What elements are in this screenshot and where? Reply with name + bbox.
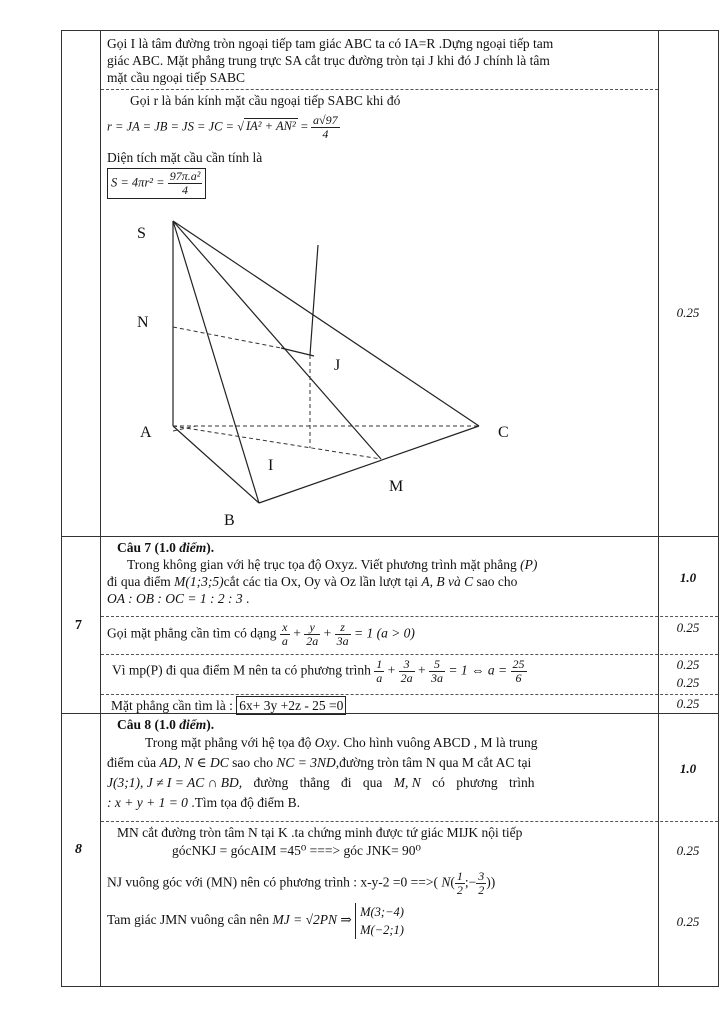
q8-body-3c: có phương trình	[420, 775, 535, 790]
q8-title-text: Câu 8 (1.0	[117, 717, 180, 732]
q8-title-em: điểm	[179, 717, 207, 732]
frac-den: 2	[456, 883, 463, 897]
row-separator	[101, 654, 718, 655]
q8-result-bracket	[355, 903, 404, 939]
q8-statement	[107, 716, 653, 813]
area-denominator: 4	[168, 183, 203, 197]
label-I: I	[268, 457, 274, 474]
question-number-7: 7	[75, 618, 82, 633]
q7-step-1: Gọi mặt phẳng cần tìm có dạng $\frac{x}{a}$ + $\frac{y}{2a}$ + $\frac{z}{3a}$ = 1 (a > 0)	[107, 620, 415, 648]
area-formula-box	[107, 168, 206, 199]
score-q8-step-1: 0.25	[676, 843, 700, 858]
q7-body-2m: M(1;3;5)	[174, 574, 224, 589]
q7-title-text: Câu 7 (1.0	[117, 540, 180, 555]
q8-sol-3mid: ;−	[464, 874, 477, 890]
q8-body-4b: .Tìm tọa độ điểm B.	[187, 795, 301, 810]
q7-step-1-text: Gọi mặt phẳng cần tìm có dạng	[107, 625, 280, 641]
q7-body-line-3	[107, 590, 653, 607]
q8-result-1: M(3;−4)	[360, 905, 404, 919]
frac-den: 2a	[400, 671, 413, 685]
q8-body-2c: ,đường tròn tâm N qua M cắt AC tại	[335, 755, 532, 770]
score-q7-step-2b: 0.25	[676, 675, 700, 690]
radius-fraction	[311, 114, 340, 141]
q8-body-2a: điểm của	[107, 755, 160, 770]
table-border-left	[61, 30, 62, 987]
area-fraction	[168, 170, 203, 197]
frac-num: 3	[403, 657, 410, 671]
label-C: C	[498, 424, 509, 441]
fraction-z-3a	[335, 621, 351, 648]
frac-den: a	[281, 634, 288, 648]
q7-title-end: ).	[206, 540, 215, 555]
score-q7-step-1: 0.25	[676, 620, 700, 635]
q7-body-line-2	[107, 573, 653, 590]
q8-title-end: ).	[206, 717, 215, 732]
score-q7-total: 1.0	[679, 570, 697, 585]
frac-num: y	[309, 620, 315, 634]
q8-body-2b: sao cho	[228, 755, 277, 770]
frac-num: 25	[512, 657, 525, 671]
label-S: S	[137, 225, 146, 242]
q8-body-line-2	[107, 753, 653, 773]
frac-num: 5	[434, 657, 441, 671]
label-A: A	[140, 424, 152, 441]
radius-eq: =	[297, 119, 312, 134]
q7-answer-box: 6x+ 3y +2z - 25 =0	[236, 696, 346, 715]
intro-line-2: giác ABC. Mặt phẳng trung trực SA cắt trục đường tròn tại J khi đó J chính là tâm	[107, 53, 550, 68]
intro-line-3: mặt cầu ngoại tiếp SABC	[107, 70, 245, 85]
area-statement: Diện tích mặt cầu cần tính là	[107, 150, 263, 165]
intro-line-1: Gọi I là tâm đường tròn ngoại tiếp tam giác ABC ta có IA=R .Dựng ngoại tiếp tam	[107, 36, 554, 51]
label-N: N	[137, 314, 149, 331]
q7-body-1-em: (P)	[520, 557, 538, 572]
frac-num: 1	[376, 657, 383, 671]
intro-paragraph	[107, 35, 653, 86]
table-border-bottom	[61, 986, 719, 987]
fraction-3-2a	[399, 658, 415, 685]
q8-result-2: M(−2;1)	[360, 923, 404, 937]
q8-solution-line-3: NJ vuông góc với (MN) nên có phương trình : x-y-2 =0 ==>( N( $\frac{1}{2}$ ;− $\frac{3}{2}$ ))	[107, 869, 496, 897]
q7-body-line-1	[107, 556, 653, 573]
area-numerator: 97π.a²	[169, 169, 201, 183]
frac-den: a	[376, 671, 383, 685]
q7-step-3-text: Mặt phẳng cần tìm là :	[111, 698, 237, 713]
row-separator	[101, 694, 718, 695]
q8-body-2m: AD, N ∈ DC	[159, 755, 229, 770]
edge-AB	[173, 426, 259, 503]
axis-line	[310, 245, 318, 355]
q8-body-1b: . Cho hình vuông ABCD , M là trung	[336, 735, 538, 750]
q8-body-1m: Oxy	[314, 735, 337, 750]
q7-body-1: Trong không gian với hệ trục tọa độ Oxyz. Viết phương trình mặt phẳng	[127, 557, 521, 572]
radius-formula-lhs: r = JA = JB = JS = JC =	[107, 119, 238, 134]
edge-SB	[173, 221, 259, 503]
q7-step-2-text: Vì mp(P) đi qua điểm M nên ta có phương trình	[112, 662, 375, 678]
q8-sol-3a: NJ vuông góc với (MN) nên có phương trình : x-y-2 =0 ==>(	[107, 874, 442, 890]
fraction-1-a	[374, 658, 384, 685]
q8-body-3m: M, N	[393, 775, 421, 790]
radius-numerator: a√97	[313, 113, 338, 127]
radius-sqrt: IA² + AN²	[246, 119, 296, 134]
q7-step-2-mid: = 1 ⇔ a =	[445, 662, 511, 678]
radius-formula	[107, 114, 340, 141]
q8-solution-line-2: gócNKJ = gócAIM =45⁰ ===> góc JNK= 90⁰	[172, 843, 421, 858]
q7-title	[107, 539, 653, 556]
row-separator	[101, 89, 658, 90]
q8-solution-line-1: MN cắt đường tròn tâm N tại K .ta chứng minh được tứ giác MIJK nội tiếp	[117, 825, 523, 840]
q7-statement	[107, 539, 653, 607]
frac-num: x	[282, 620, 288, 634]
q8-solution-line-4	[107, 903, 404, 939]
q8-body-line-3	[107, 773, 653, 793]
score-q8-step-2: 0.25	[676, 914, 700, 929]
score-q7-step-3: 0.25	[676, 696, 700, 711]
fraction-x-a	[280, 621, 290, 648]
table-border-top	[61, 30, 719, 31]
q8-body-line-1	[107, 733, 653, 753]
sqrt-sign: √	[237, 119, 244, 134]
q7-step-2: Vì mp(P) đi qua điểm M nên ta có phương trình $\frac{1}{a}$ + $\frac{3}{2a}$ + $\frac{5}{3a}$ = 1 ⇔ a = $\frac{25}{6}$	[112, 657, 525, 685]
q8-sol-4a: Tam giác JMN vuông cân nên	[107, 912, 273, 928]
frac-num: 3	[478, 869, 485, 883]
q7-title-em: điểm	[179, 540, 207, 555]
fraction-1-2	[455, 870, 465, 897]
q7-body-2a: đi qua điểm	[107, 574, 175, 589]
row-separator	[101, 821, 718, 822]
q7-body-2b: cắt các tia Ox, Oy và Oz lần lượt tại	[223, 574, 422, 589]
score-figure-step: 0.25	[676, 305, 700, 320]
segment-NJ	[173, 327, 281, 348]
q7-step-1-end: = 1 (a > 0)	[350, 625, 415, 641]
fraction-5-3a	[429, 658, 445, 685]
q8-title	[107, 716, 653, 733]
fraction-y-2a	[304, 621, 320, 648]
segment-NJ-solid	[281, 348, 314, 356]
question-number-8: 8	[75, 842, 82, 857]
frac-den: 2	[478, 883, 485, 897]
score-q7-step-2a: 0.25	[676, 657, 700, 672]
q8-body-1a: Trong mặt phẳng với hệ tọa độ	[145, 735, 315, 750]
radius-denominator: 4	[311, 127, 340, 141]
fraction-25-6	[511, 658, 527, 685]
radius-statement: Gọi r là bán kính mặt cầu ngoại tiếp SABC khi đó	[130, 93, 401, 108]
pyramid-figure	[101, 205, 658, 535]
q7-step-3	[111, 696, 346, 715]
label-B: B	[224, 512, 235, 529]
q8-sol-4m: MJ = √2PN ⇒	[272, 912, 352, 928]
fraction-3-2	[476, 870, 486, 897]
row-separator-q7	[61, 536, 719, 537]
area-formula	[107, 168, 206, 199]
q7-body-2d: sao cho	[473, 574, 518, 589]
q8-body-3b: đường thẳng đi qua	[242, 775, 394, 790]
frac-den: 3a	[336, 634, 349, 648]
q8-body-3a: J(3;1), J ≠ I = AC ∩ BD,	[107, 775, 243, 790]
q8-sol-3b: N	[441, 874, 451, 890]
frac-den: 6	[511, 671, 527, 685]
q7-body-2c: A, B và C	[421, 574, 474, 589]
frac-den: 3a	[431, 671, 444, 685]
area-formula-lhs: S = 4πr² =	[111, 175, 168, 190]
label-M: M	[389, 478, 404, 495]
q7-body-3-end: .	[242, 591, 250, 606]
score-q8-total: 1.0	[679, 761, 697, 776]
label-J: J	[334, 357, 341, 374]
q8-body-line-4	[107, 793, 653, 813]
frac-den: 2a	[306, 634, 319, 648]
frac-num: z	[340, 620, 345, 634]
q8-body-2m2: NC = 3ND	[276, 755, 336, 770]
q7-body-3: OA : OB : OC = 1 : 2 : 3	[107, 591, 243, 606]
q8-body-4a: : x + y + 1 = 0	[107, 795, 188, 810]
row-separator	[101, 616, 718, 617]
edge-BC	[259, 426, 479, 503]
frac-num: 1	[456, 869, 463, 883]
